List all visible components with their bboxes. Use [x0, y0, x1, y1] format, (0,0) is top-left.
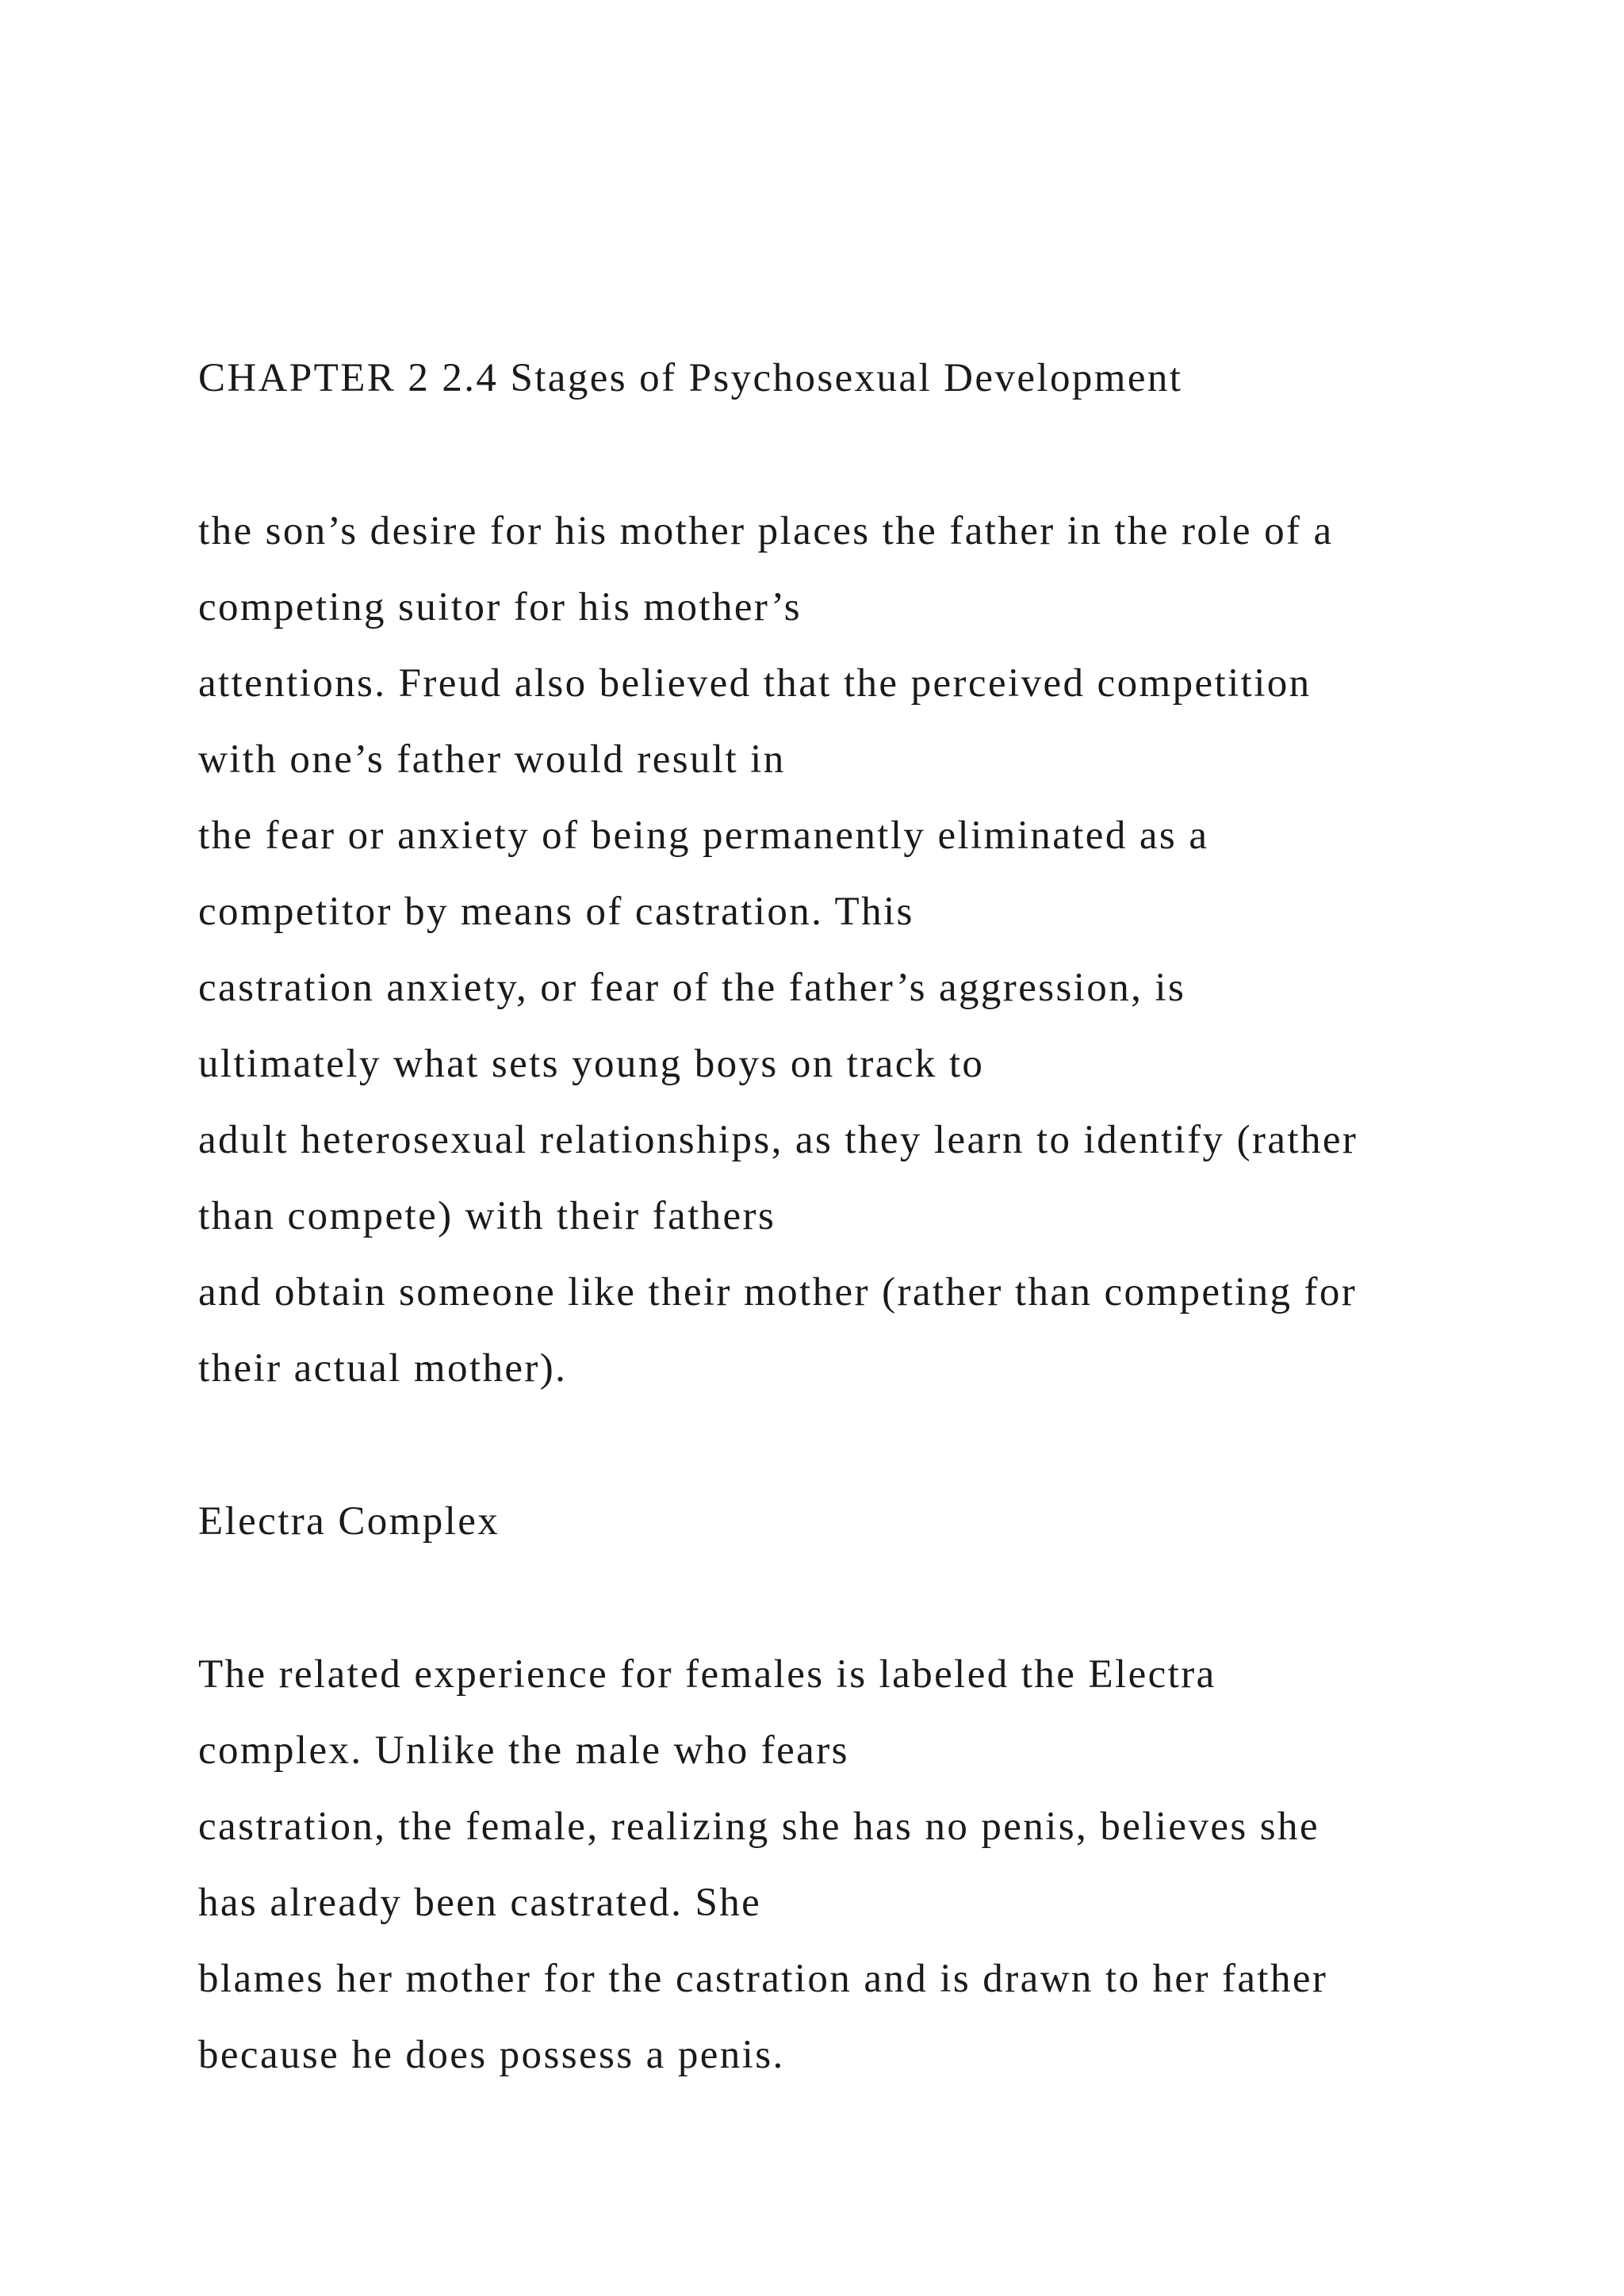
- paragraph-line: attentions. Freud also believed that the perceived competition: [198, 661, 1312, 706]
- paragraph-line: blames her mother for the castration and is drawn to her father: [198, 1957, 1328, 2001]
- paragraph-line: the son’s desire for his mother places the father in the role of a: [198, 509, 1334, 553]
- paragraph-line: The related experience for females is labeled the Electra: [198, 1652, 1216, 1697]
- chapter-heading: CHAPTER 2 2.4 Stages of Psychosexual Development: [198, 356, 1183, 400]
- paragraph-line: the fear or anxiety of being permanently eliminated as a: [198, 813, 1209, 858]
- paragraph-line: than compete) with their fathers: [198, 1194, 776, 1238]
- paragraph-line: their actual mother).: [198, 1346, 568, 1391]
- section-subheading: Electra Complex: [198, 1499, 500, 1544]
- paragraph-line: competitor by means of castration. This: [198, 890, 914, 934]
- paragraph-line: has already been castrated. She: [198, 1881, 762, 1925]
- paragraph-line: ultimately what sets young boys on track to: [198, 1042, 985, 1086]
- paragraph-line: complex. Unlike the male who fears: [198, 1728, 849, 1773]
- paragraph-line: adult heterosexual relationships, as they learn to identify (rather: [198, 1118, 1358, 1162]
- paragraph-line: competing suitor for his mother’s: [198, 585, 802, 629]
- paragraph-line: and obtain someone like their mother (rather than competing for: [198, 1270, 1358, 1314]
- paragraph-line: with one’s father would result in: [198, 737, 786, 782]
- paragraph-line: castration, the female, realizing she has no penis, believes she: [198, 1804, 1320, 1849]
- paragraph-line: castration anxiety, or fear of the father’s aggression, is: [198, 966, 1186, 1010]
- paragraph-line: because he does possess a penis.: [198, 2033, 785, 2077]
